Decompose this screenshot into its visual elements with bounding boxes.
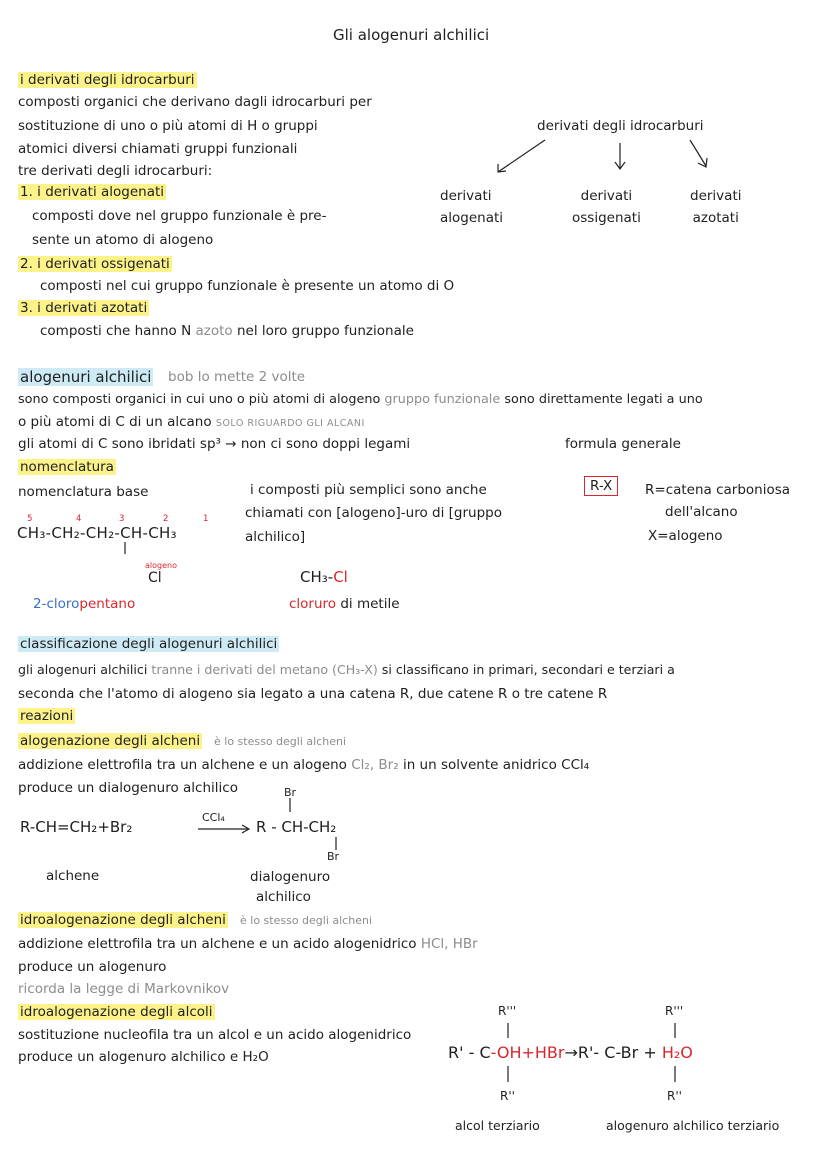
r-definition-2: dell'alcano (665, 504, 738, 520)
item2-desc: composti nel cui gruppo funzionale è presente un atomo di O (40, 278, 455, 294)
chain-formula: CH₃-CH₂-CH₂-CH-CH₃ (17, 524, 177, 542)
alogenazione-note: è lo stesso degli alcheni (214, 735, 346, 748)
chain-name: 2-cloropentano (33, 596, 136, 612)
alcohol-reaction: R' - C-OH+HBr→R'- C-Br + H₂O (448, 1043, 693, 1062)
alogenuri-note: bob lo mette 2 volte (168, 369, 306, 385)
idroalog-alcoli-heading: idroalogenazione degli alcoli (20, 1004, 213, 1020)
intro-heading: i derivati degli idrocarburi (20, 72, 195, 88)
r-definition: R=catena carboniosa (645, 482, 791, 498)
idroalog-alcoli-line2: produce un alogenuro alchilico e H₂O (18, 1049, 269, 1065)
r3-right: R''' (665, 1004, 684, 1018)
simple-line2: chiamati con [alogeno]-uro di [gruppo (245, 505, 502, 521)
tree-root: derivati degli idrocarburi (537, 118, 704, 134)
x-definition: X=alogeno (648, 528, 723, 544)
item1-desc1: composti dove nel gruppo funzionale è pre- (32, 208, 327, 224)
intro-line4: tre derivati degli idrocarburi: (18, 163, 213, 179)
item1-desc2: sente un atomo di alogeno (32, 232, 214, 248)
chain-number-4: 4 (76, 514, 82, 524)
br-bottom: Br (327, 850, 340, 863)
item3-desc: composti che hanno N azoto nel loro gruppo funzionale (40, 323, 414, 339)
chain-alogeno: alogeno (145, 561, 177, 570)
item1-title: 1. i derivati alogenati (20, 184, 165, 200)
tree-branch-2: derivati ossigenati (572, 188, 641, 226)
label-alcol-terziario: alcol terziario (455, 1118, 540, 1133)
catalyst: CCl₄ (202, 811, 225, 824)
reazioni-heading: reazioni (20, 708, 74, 724)
intro-line1: composti organici che derivano dagli idrocarburi per (18, 94, 372, 110)
idroalog-alcheni-note: è lo stesso degli alcheni (240, 914, 372, 927)
label-dialogenuro: dialogenuro alchilico (250, 869, 331, 905)
intro-line2: sostituzione di uno o più atomi di H o gruppi (18, 118, 318, 134)
alogenuri-def2: o più atomi di C di un alcano SOLO RIGUARDO GLI ALCANI (18, 414, 365, 430)
classificazione-heading: classificazione degli alogenuri alchilici (20, 636, 278, 652)
reactant: R-CH=CH₂+Br₂ (20, 818, 133, 836)
tree-branch-3: derivati azotati (690, 188, 742, 226)
alogenazione-line2: produce un dialogenuro alchilico (18, 780, 238, 796)
product: R - CH-CH₂ (256, 818, 337, 836)
label-alchene: alchene (46, 868, 100, 884)
r2-left: R'' (500, 1089, 515, 1103)
item3-title: 3. i derivati azotati (20, 300, 148, 316)
idroalog-alcheni-line2: produce un alogenuro (18, 959, 167, 975)
r3-left: R''' (498, 1004, 517, 1018)
simple-line3: alchilico] (245, 529, 306, 545)
formula-box: R-X (584, 480, 618, 494)
formula-label: formula generale (565, 436, 681, 452)
label-alogenuro-terziario: alogenuro alchilico terziario (606, 1118, 780, 1133)
chain-number-2: 2 (163, 514, 169, 524)
nomenclatura-base: nomenclatura base (18, 484, 149, 500)
ch3cl-name: cloruro di metile (289, 596, 400, 612)
simple-line1: i composti più semplici sono anche (250, 482, 487, 498)
idroalog-alcheni-line3: ricorda la legge di Markovnikov (18, 981, 230, 997)
page-title: Gli alogenuri alchilici (333, 26, 490, 44)
idroalog-alcheni-line1: addizione elettrofila tra un alchene e un acido alogenidrico HCl, HBr (18, 936, 478, 952)
br-top: Br (284, 786, 297, 799)
chain-cl: Cl (148, 570, 162, 586)
chain-number-1: 1 (203, 514, 209, 524)
chain-number-3: 3 (119, 514, 125, 524)
idroalog-alcoli-line1: sostituzione nucleofila tra un alcol e un acido alogenidrico (18, 1027, 412, 1043)
intro-line3: atomici diversi chiamati gruppi funzionali (18, 141, 298, 157)
chain-number-5: 5 (27, 514, 33, 524)
nomenclatura-heading: nomenclatura (20, 459, 114, 475)
alogenuri-hybrid: gli atomi di C sono ibridati sp³ → non ci sono doppi legami (18, 436, 411, 452)
alogenazione-line1: addizione elettrofila tra un alchene e un alogeno Cl₂, Br₂ in un solvente anidrico CCl₄ (18, 757, 590, 773)
classificazione-line2: seconda che l'atomo di alogeno sia legato a una catena R, due catene R o tre catene R (18, 686, 608, 702)
tree-branch-1: derivati alogenati (440, 188, 504, 226)
ch3cl-formula: CH₃-Cl (300, 568, 348, 586)
alogenuri-heading: alogenuri alchilici (20, 368, 152, 386)
alogenazione-heading: alogenazione degli alcheni (20, 733, 201, 749)
item2-title: 2. i derivati ossigenati (20, 256, 170, 272)
idroalog-alcheni-heading: idroalogenazione degli alcheni (20, 912, 226, 928)
r2-right: R'' (667, 1089, 682, 1103)
alogenuri-def1: sono composti organici in cui uno o più atomi di alogeno gruppo funzionale sono direttamente legati a uno (18, 392, 703, 407)
classificazione-line1: gli alogenuri alchilici tranne i derivati del metano (CH₃-X) si classificano in primari, secondari e terziari a (18, 662, 675, 677)
